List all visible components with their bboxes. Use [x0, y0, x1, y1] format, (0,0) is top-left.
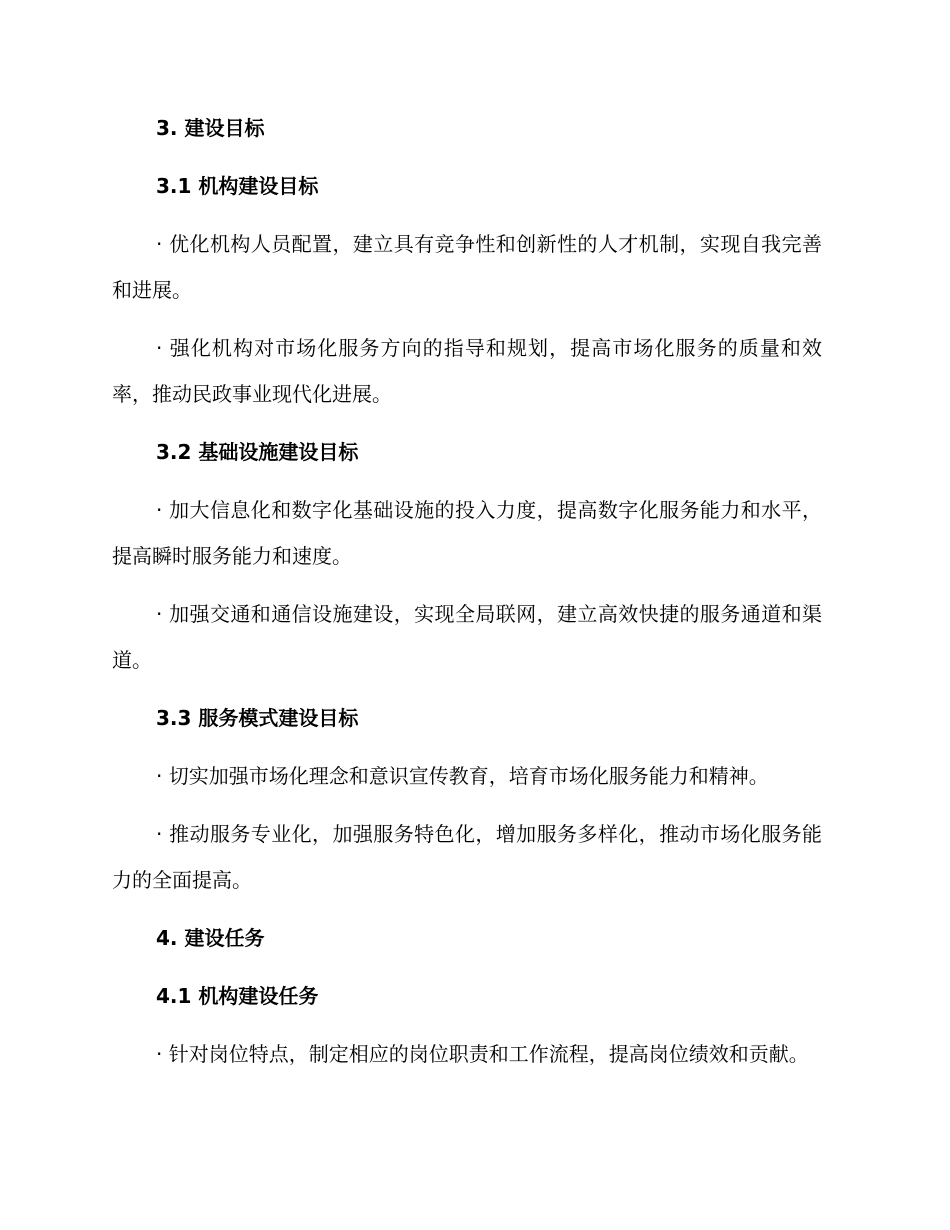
paragraph-4-1-1: · 针对岗位特点，制定相应的岗位职责和工作流程，提高岗位绩效和贡献。 [156, 1042, 809, 1066]
subsection-heading-3-1: 3.1 机构建设目标 [156, 174, 319, 198]
paragraph-3-3-1: · 切实加强市场化理念和意识宣传教育，培育市场化服务能力和精神。 [156, 764, 769, 788]
subsection-heading-3-3: 3.3 服务模式建设目标 [156, 706, 359, 730]
subsection-heading-3-2: 3.2 基础设施建设目标 [156, 440, 359, 464]
paragraph-3-2-1: · 加大信息化和数字化基础设施的投入力度，提高数字化服务能力和水平，提高瞬时服务能力和速度。 [112, 498, 822, 568]
section-heading-3: 3. 建设目标 [156, 116, 265, 140]
paragraph-3-3-2: · 推动服务专业化，加强服务特色化，增加服务多样化，推动市场化服务能力的全面提高。 [112, 822, 822, 892]
paragraph-3-1-1: · 优化机构人员配置，建立具有竞争性和创新性的人才机制，实现自我完善和进展。 [112, 232, 822, 302]
section-heading-4: 4. 建设任务 [156, 926, 265, 950]
paragraph-3-2-2: · 加强交通和通信设施建设，实现全局联网，建立高效快捷的服务通道和渠道。 [112, 602, 822, 672]
subsection-heading-4-1: 4.1 机构建设任务 [156, 984, 319, 1008]
paragraph-3-1-2: · 强化机构对市场化服务方向的指导和规划，提高市场化服务的质量和效率，推动民政事业现代化进展。 [112, 336, 822, 406]
document-page [112, 112, 822, 1096]
